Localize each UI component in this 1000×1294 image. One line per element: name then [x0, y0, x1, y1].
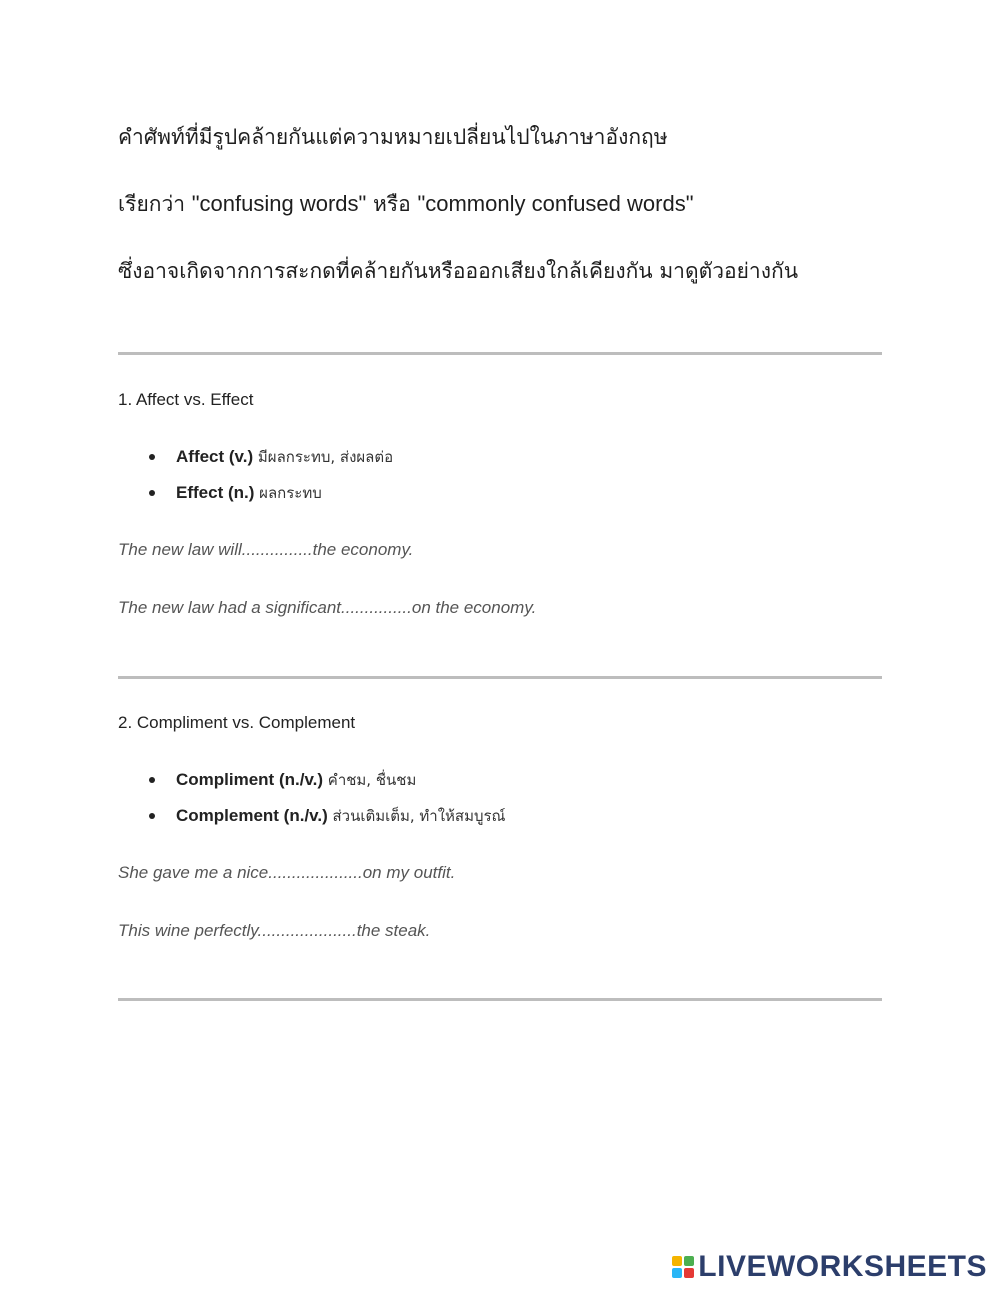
- definition-list-compliment-complement: [146, 762, 505, 834]
- brand-mark-icon: [672, 1256, 694, 1278]
- intro-term-commonly-confused-words: "commonly confused words": [417, 191, 694, 216]
- brand-mark-tile: [672, 1256, 682, 1266]
- divider: [118, 998, 882, 1001]
- brand-name: LIVEWORKSHEETS: [698, 1250, 987, 1283]
- intro-line-2: [118, 189, 694, 219]
- definition-term: Affect (v.): [176, 447, 254, 466]
- definition-list-affect-effect: [146, 439, 393, 511]
- intro-line-3: ซึ่งอาจเกิดจากการสะกดที่คล้ายกันหรือออกเสียงใกล้เคียงกัน มาดูตัวอย่างกัน: [118, 259, 799, 283]
- divider: [118, 352, 882, 355]
- intro-line-2-prefix: เรียกว่า: [118, 192, 192, 216]
- bullet-icon: [149, 454, 155, 460]
- definition-term: Effect (n.): [176, 483, 255, 502]
- definition-item: [146, 798, 505, 834]
- definition-meaning: ผลกระทบ: [254, 484, 322, 502]
- divider: [118, 676, 882, 679]
- definition-term: Compliment (n./v.): [176, 770, 324, 789]
- definition-item: [146, 439, 393, 475]
- definition-meaning: มีผลกระทบ, ส่งผลต่อ: [253, 448, 394, 466]
- example-sentence: She gave me a nice....................on my outfit.: [118, 863, 456, 882]
- brand-mark-tile: [684, 1268, 694, 1278]
- definition-term: Complement (n./v.): [176, 806, 328, 825]
- intro-term-confusing-words: "confusing words": [191, 191, 367, 216]
- liveworksheets-logo[interactable]: [672, 1250, 987, 1284]
- example-sentence: The new law had a significant...............on the economy.: [118, 598, 537, 617]
- section-title-affect-effect: 1. Affect vs. Effect: [118, 390, 254, 409]
- definition-meaning: ส่วนเติมเต็ม, ทำให้สมบูรณ์: [327, 807, 506, 825]
- intro-line-1: คำศัพท์ที่มีรูปคล้ายกันแต่ความหมายเปลี่ยนไปในภาษาอังกฤษ: [118, 125, 668, 149]
- definition-meaning: คำชม, ชื่นชม: [323, 771, 417, 789]
- definition-item: [146, 762, 505, 798]
- bullet-icon: [149, 813, 155, 819]
- intro-line-2-middle: หรือ: [366, 192, 418, 216]
- bullet-icon: [149, 490, 155, 496]
- bullet-icon: [149, 777, 155, 783]
- brand-mark-tile: [672, 1268, 682, 1278]
- example-sentence: The new law will...............the economy.: [118, 540, 414, 559]
- example-sentence: This wine perfectly.....................the steak.: [118, 921, 431, 940]
- section-title-compliment-complement: 2. Compliment vs. Complement: [118, 713, 356, 732]
- brand-mark-tile: [684, 1256, 694, 1266]
- definition-item: [146, 475, 393, 511]
